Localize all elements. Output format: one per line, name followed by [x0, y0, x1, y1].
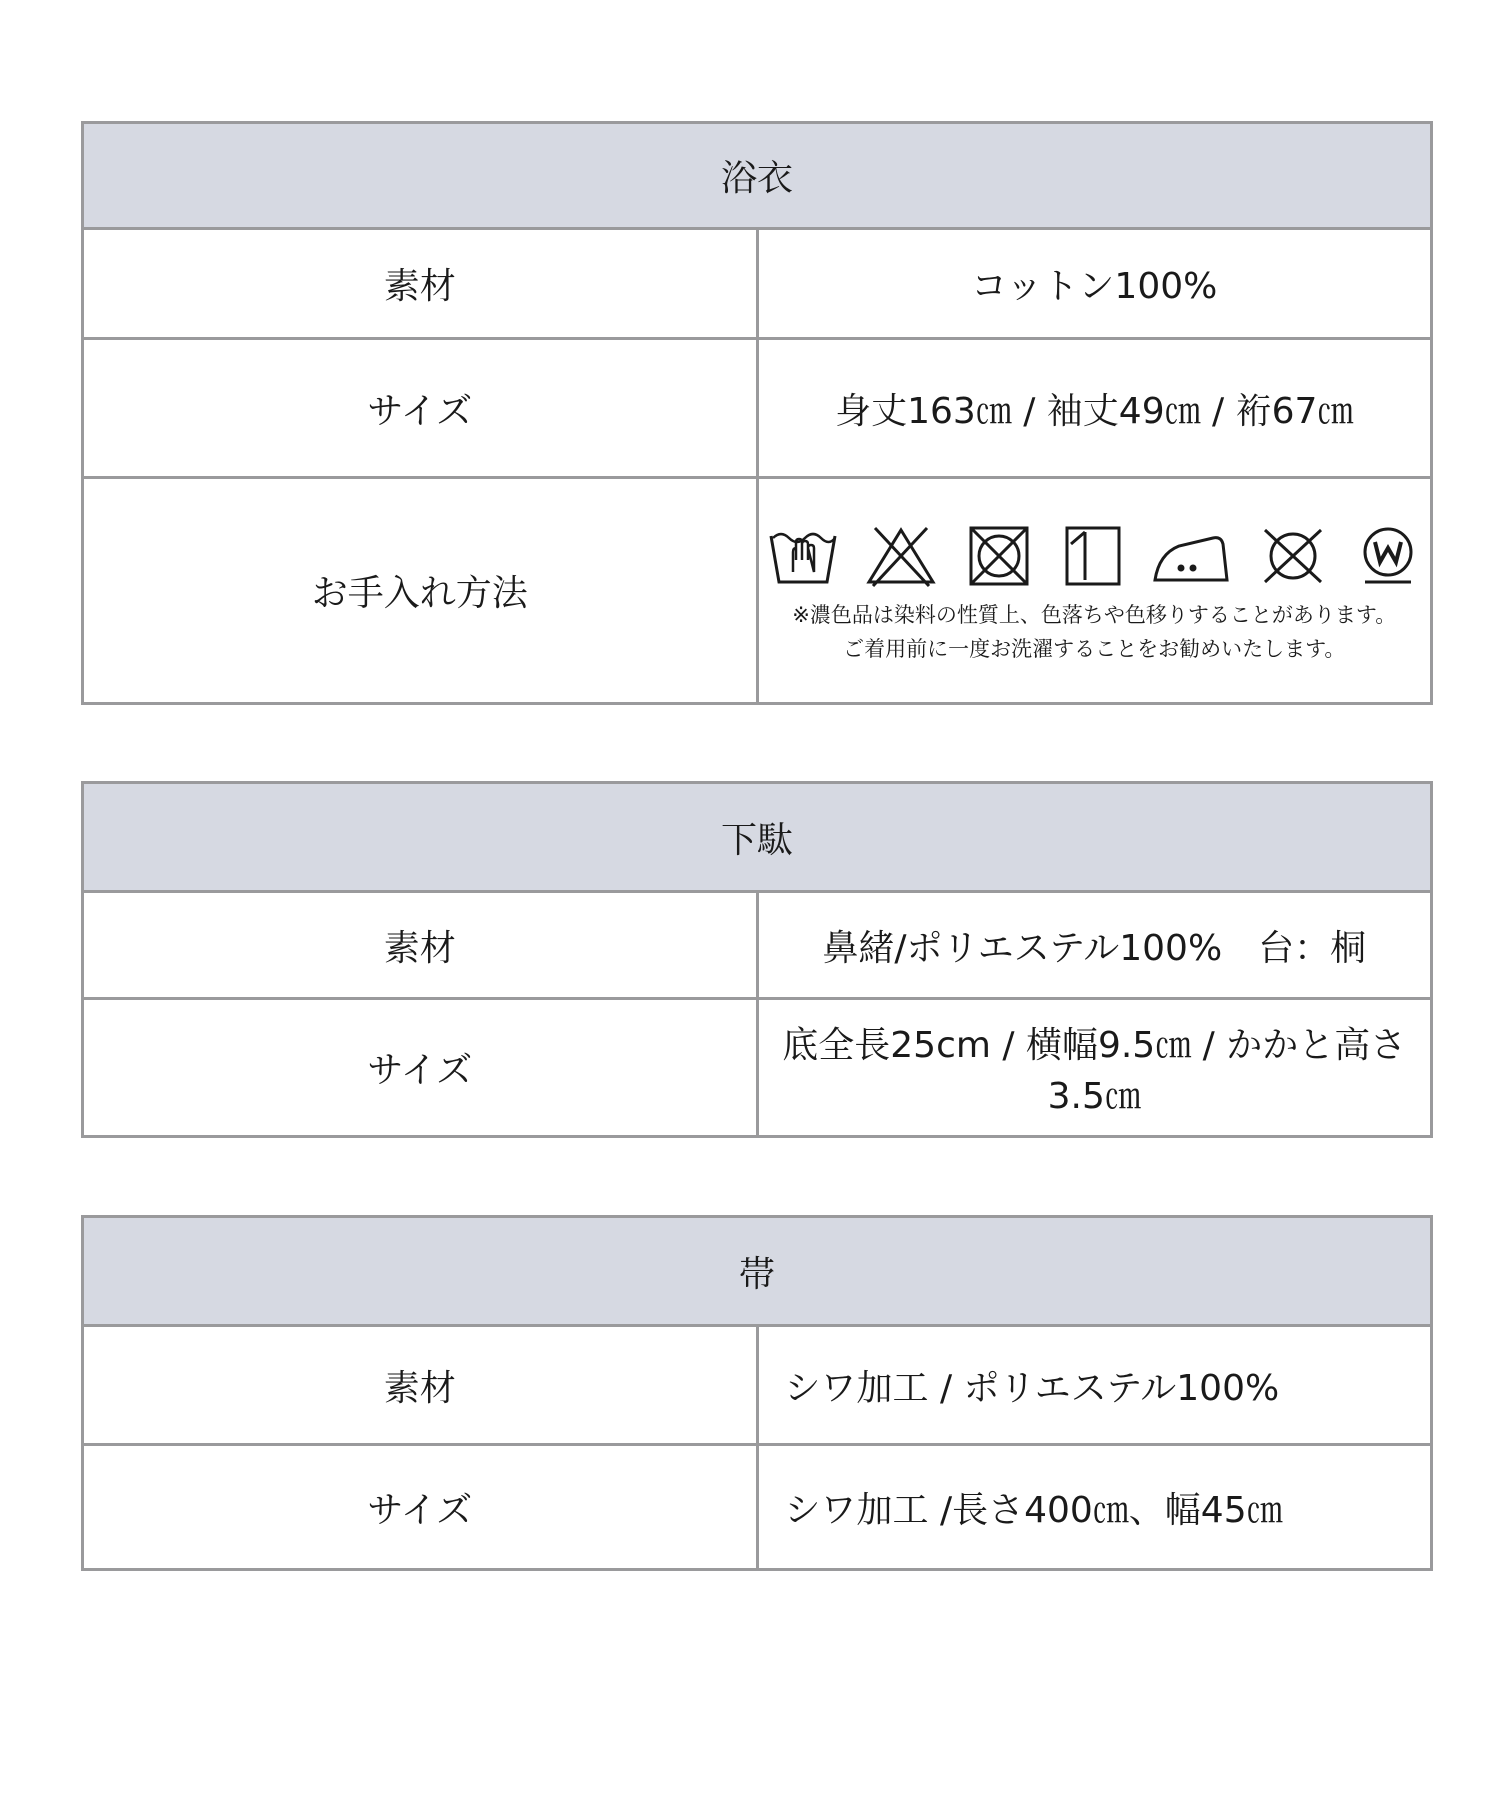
- row-label-material: 素材: [83, 229, 758, 339]
- row-value-size: 底全長25cm / 横幅9.5㎝ / かかと高さ3.5㎝: [757, 999, 1432, 1137]
- row-label-size: サイズ: [83, 339, 758, 478]
- row-value-size: シワ加工 /長さ400㎝、幅45㎝: [757, 1445, 1432, 1570]
- care-note-line-2: ご着用前に一度お洗濯することをお勧めいたします。: [843, 636, 1346, 661]
- no-tumble-dry-icon: [963, 524, 1035, 588]
- care-cell: [757, 478, 1432, 704]
- row-label-care: お手入れ方法: [83, 478, 758, 704]
- obi-spec-table: [81, 1215, 1433, 1571]
- hand-wash-30-icon: [767, 524, 839, 588]
- row-label-size: サイズ: [83, 1445, 758, 1570]
- care-icons-row: [759, 524, 1431, 588]
- row-label-material: 素材: [83, 892, 758, 999]
- row-value-material: シワ加工 / ポリエステル100%: [757, 1326, 1432, 1445]
- geta-spec-table: [81, 781, 1433, 1138]
- row-value-size: 身丈163㎝ / 袖丈49㎝ / 裄67㎝: [757, 339, 1432, 478]
- row-label-size: サイズ: [83, 999, 758, 1137]
- section-title-geta: 下駄: [83, 783, 1432, 892]
- row-value-material: 鼻緒/ポリエステル100% 台：桐: [757, 892, 1432, 999]
- iron-low-icon: [1151, 524, 1231, 588]
- no-dry-clean-icon: [1257, 524, 1329, 588]
- yukata-spec-table: [81, 121, 1433, 705]
- care-note: [759, 598, 1431, 666]
- care-note-line-1: ※濃色品は染料の性質上、色落ちや色移りすることがあります。: [792, 602, 1397, 627]
- section-title-obi: 帯: [83, 1217, 1432, 1326]
- section-title-yukata: 浴衣: [83, 123, 1432, 229]
- wet-clean-icon: [1355, 524, 1421, 588]
- row-label-material: 素材: [83, 1326, 758, 1445]
- line-dry-icon: [1061, 524, 1125, 588]
- row-value-material: コットン100%: [757, 229, 1432, 339]
- no-bleach-icon: [865, 524, 937, 588]
